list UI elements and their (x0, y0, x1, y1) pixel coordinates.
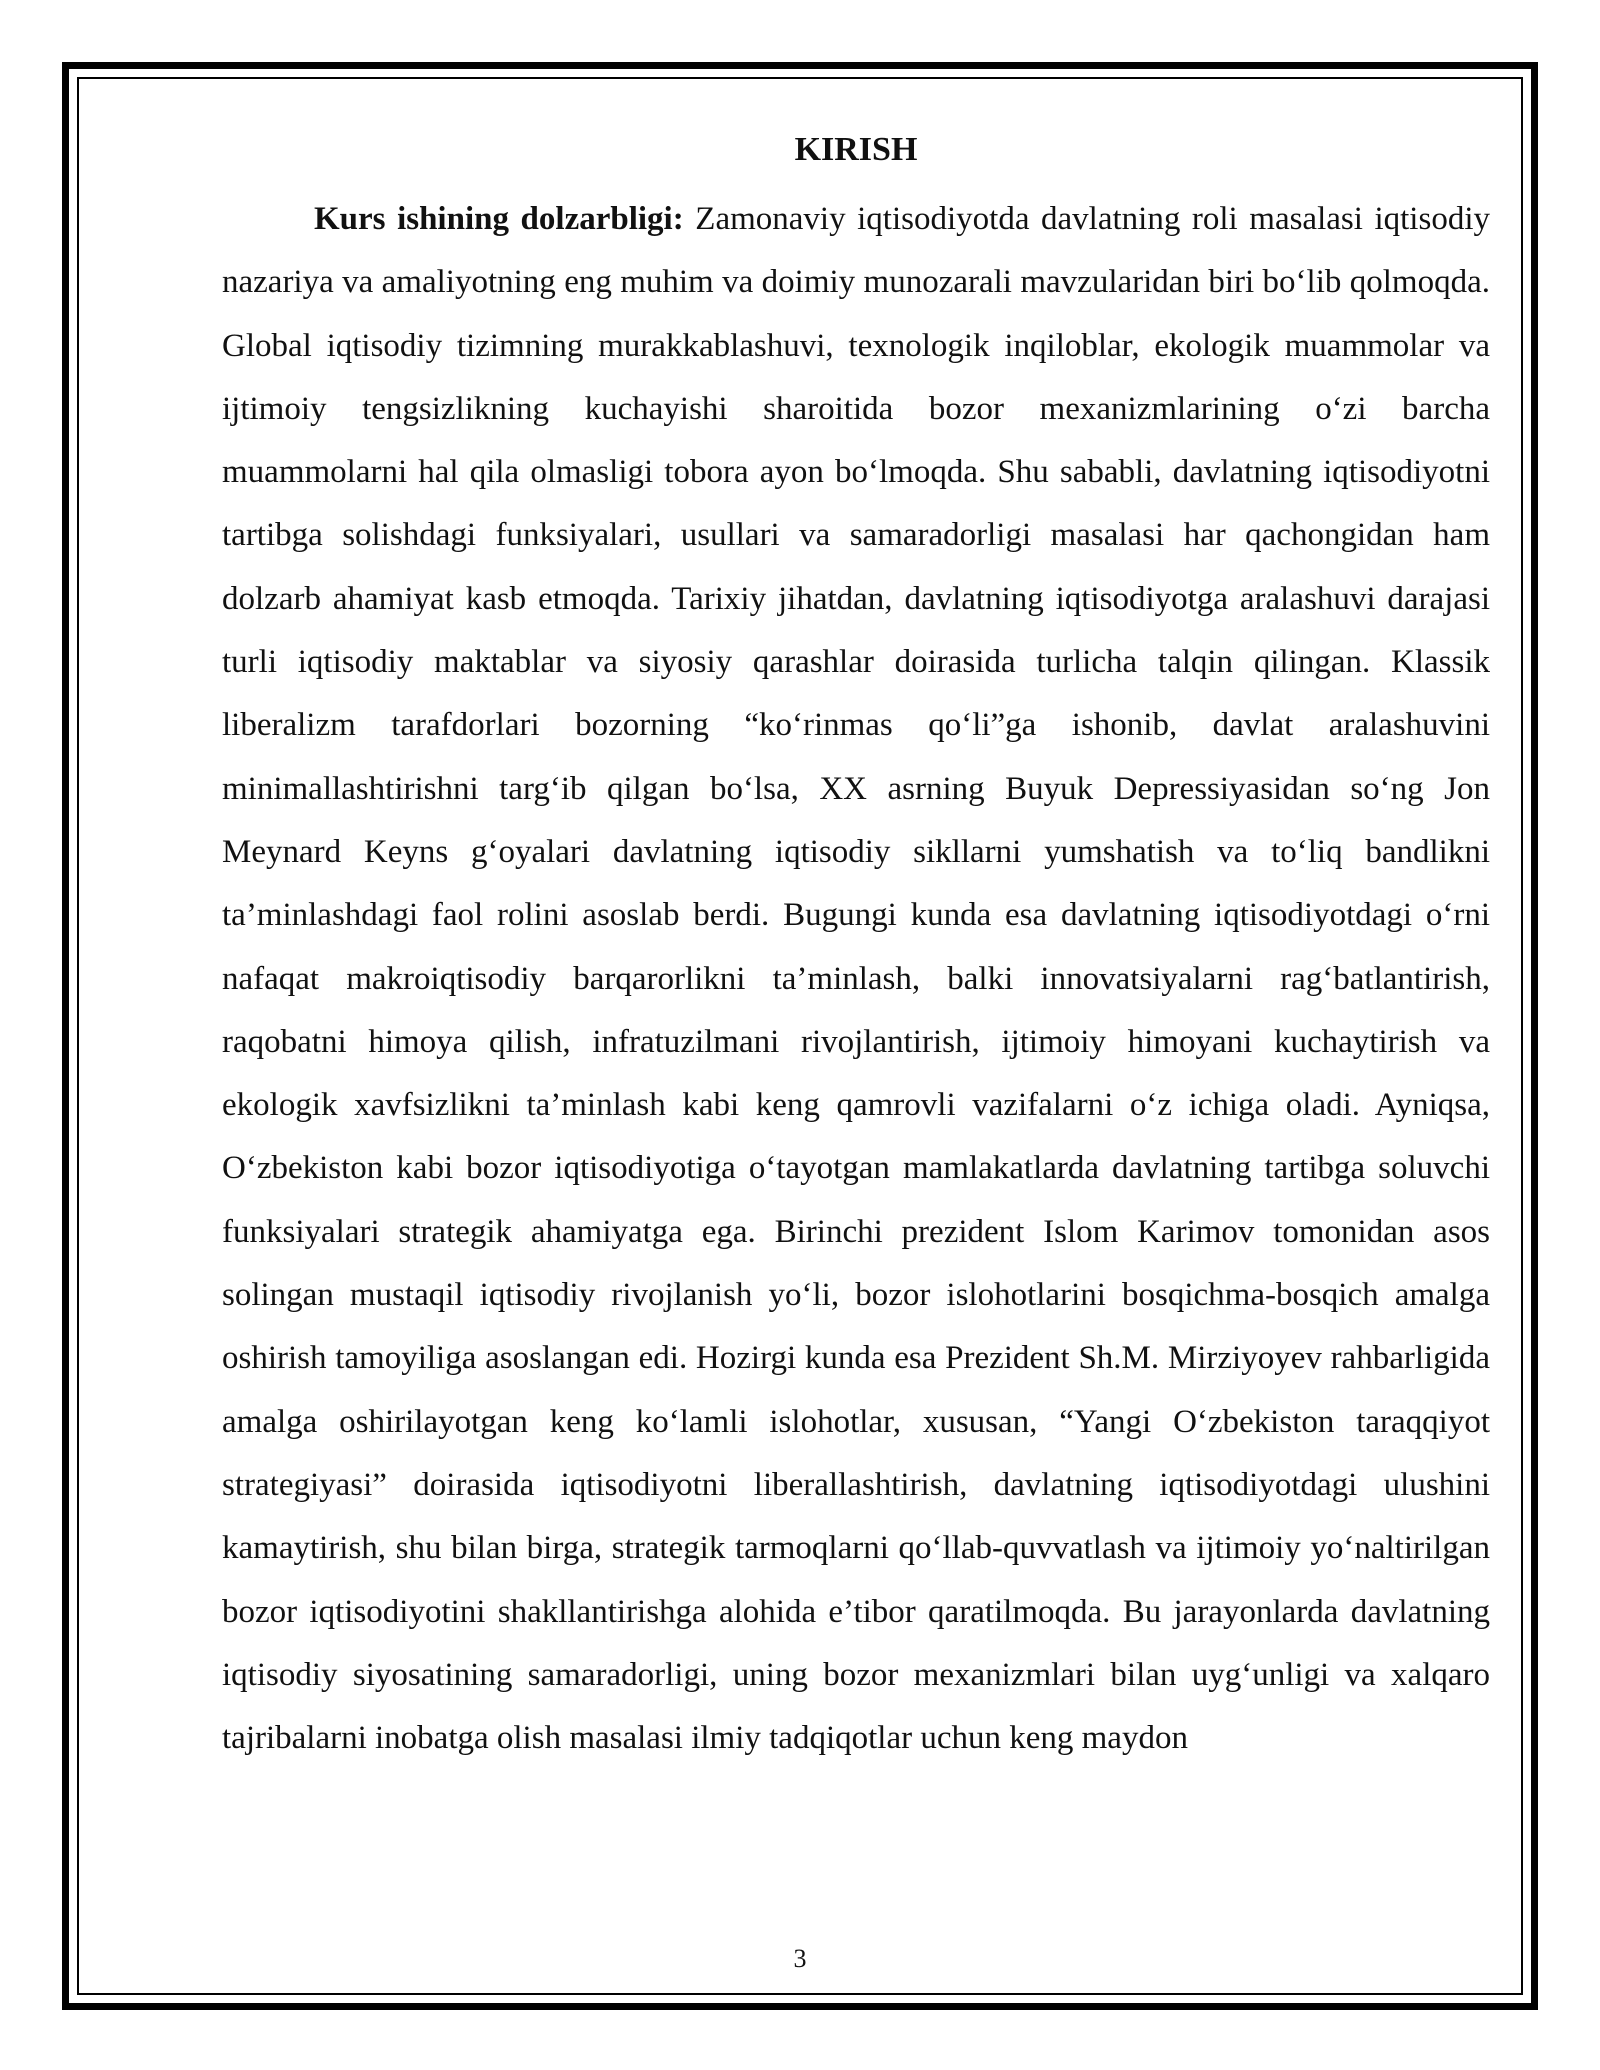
paragraph-lead: Kurs ishining dolzarbligi: (314, 201, 684, 237)
document-body (222, 126, 1490, 1770)
section-title: KIRISH (794, 131, 918, 168)
intro-paragraph (222, 188, 1490, 1770)
paragraph-text: Zamonaviy iqtisodiyotda davlatning roli masalasi iqtisodiy nazariya va amaliyotning eng muhim va doimiy munozarali mavzularidan biri bo‘lib qolmoqda. Global iqtisodiy tizimning murakkablashuvi, texnologik inqiloblar, ekologik muammolar va ijtimoiy tengsizlikning kuchayishi sharoitida bozor mexanizmlarining o‘zi barcha muammolarni hal qila olmasligi tobora ayon bo‘lmoqda. Shu sababli, davlatning iqtisodiyotni tartibga solishdagi funksiyalari, usullari va samaradorligi masalasi har qachongidan ham dolzarb ahamiyat kasb etmoqda. Tarixiy jihatdan, davlatning iqtisodiyotga aralashuvi darajasi turli iqtisodiy maktablar va siyosiy qarashlar doirasida turlicha talqin qilingan. Klassik liberalizm tarafdorlari bozorning “ko‘rinmas qo‘li”ga ishonib, davlat aralashuvini minimallashtirishni targ‘ib qilgan bo‘lsa, XX asrning Buyuk Depressiyasidan so‘ng Jon Meynard Keyns g‘oyalari davlatning iqtisodiy sikllarni yumshatish va to‘liq bandlikni ta’minlashdagi faol rolini asoslab berdi. Bugungi kunda esa davlatning iqtisodiyotdagi o‘rni nafaqat makroiqtisodiy barqarorlikni ta’minlash, balki innovatsiyalarni rag‘batlantirish, raqobatni himoya qilish, infratuzilmani rivojlantirish, ijtimoiy himoyani kuchaytirish va ekologik xavfsizlikni ta’minlash kabi keng qamrovli vazifalarni o‘z ichiga oladi. Ayniqsa, O‘zbekiston kabi bozor iqtisodiyotiga o‘tayotgan mamlakatlarda davlatning tartibga soluvchi funksiyalari strategik ahamiyatga ega. Birinchi prezident Islom Karimov tomonidan asos solingan mustaqil iqtisodiy rivojlanish yo‘li, bozor islohotlarini bosqichma-bosqich amalga oshirish tamoyiliga asoslangan edi. Hozirgi kunda esa Prezident Sh.M. Mirziyoyev rahbarligida amalga oshirilayotgan keng ko‘lamli islohotlar, xususan, “Yangi O‘zbekiston taraqqiyot strategiyasi” doirasida iqtisodiyotni liberallashtirish, davlatning iqtisodiyotdagi ulushini kamaytirish, shu bilan birga, strategik tarmoqlarni qo‘llab-quvvatlash va ijtimoiy yo‘naltirilgan bozor iqtisodiyotini shakllantirishga alohida e’tibor qaratilmoqda. Bu jarayonlarda davlatning iqtisodiy siyosatining samaradorligi, uning bozor mexanizmlari bilan uyg‘unligi va xalqaro tajribalarni inobatga olish masalasi ilmiy tadqiqotlar uchun keng maydon (222, 201, 1490, 1757)
page-number: 3 (793, 1944, 807, 1973)
